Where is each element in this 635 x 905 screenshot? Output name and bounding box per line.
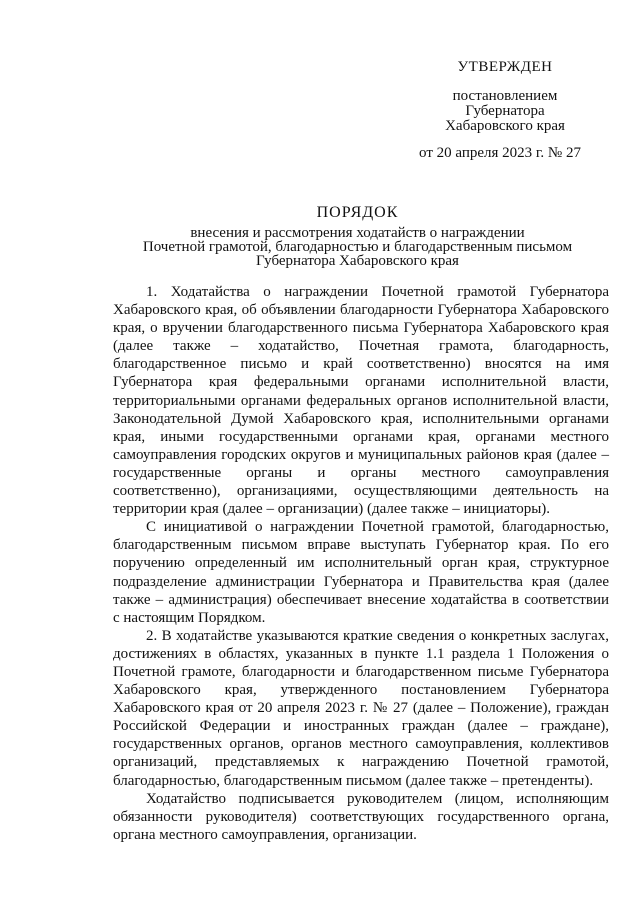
- subtitle-line-1: внесения и рассмотрения ходатайств о награждении: [190, 225, 525, 241]
- document-body: [113, 283, 609, 844]
- paragraph-4: Ходатайство подписывается руководителем (лицом, исполняющим обязанности руководителя) соответствующих государственного органа, органа местного самоуправления, организации.: [113, 790, 609, 843]
- paragraph-3: 2. В ходатайстве указываются краткие сведения о конкретных заслугах, достижениях в областях, указанных в пункте 1.1 раздела 1 Положения о Почетной грамоте, благодарности и благодарственном письме Губернатора Хабаровского края, утвержденного постановлением Губернатора Хабаровского края от 20 апреля 2023 г. № 27 (далее – Положение), граждан Российской Федерации и иностранных граждан (далее – граждане), государственных органов, органов местного самоуправления, коллективов организаций, представляемых к награждению Почетной грамотой, благодарностью, благодарственным письмом (далее также – претенденты).: [113, 627, 609, 789]
- approval-stamp: [405, 60, 605, 161]
- subtitle-line-2: Почетной грамотой, благодарностью и благодарственным письмом: [142, 239, 573, 255]
- document-title: ПОРЯДОК: [316, 204, 399, 221]
- subtitle-line-3: Губернатора Хабаровского края: [256, 253, 459, 269]
- approval-date: от 20 апреля 2023 г. № 27: [419, 145, 581, 161]
- approval-line-2: Губернатора: [465, 103, 545, 119]
- document-subtitle: [0, 226, 635, 268]
- paragraph-2: С инициативой о награждении Почетной грамотой, благодарностью, благодарственным письмом вправе выступать Губернатор края. По его поручению определенный им исполнительный орган края, структурное подразделение администрации Губернатора и Правительства края (далее также – администрация) обеспечивает внесение ходатайства в соответствии с настоящим Порядком.: [113, 519, 609, 626]
- approval-line-1: постановлением: [452, 88, 558, 104]
- paragraph-1: 1. Ходатайства о награждении Почетной грамотой Губернатора Хабаровского края, об объявлении благодарности Губернатора Хабаровского края, о вручении благодарственного письма Губернатора Хабаровского края (далее также – ходатайство, Почетная грамота, благодарность, благодарственное письмо и край соответственно) вносятся на имя Губернатора края федеральными органами исполнительной власти, территориальными органами федеральных органов исполнительной власти, Законодательной Думой Хабаровского края, исполнительными органами края, иными государственными органами края, органами местного самоуправления городских округов и муниципальных районов края (далее – государственные органы и органы местного самоуправления соответственно), организациями, осуществляющими деятельность на территории края (далее – организации) (далее также – инициаторы).: [113, 284, 609, 518]
- approval-title: УТВЕРЖДЕН: [457, 59, 553, 75]
- approval-line-3: Хабаровского края: [445, 118, 565, 134]
